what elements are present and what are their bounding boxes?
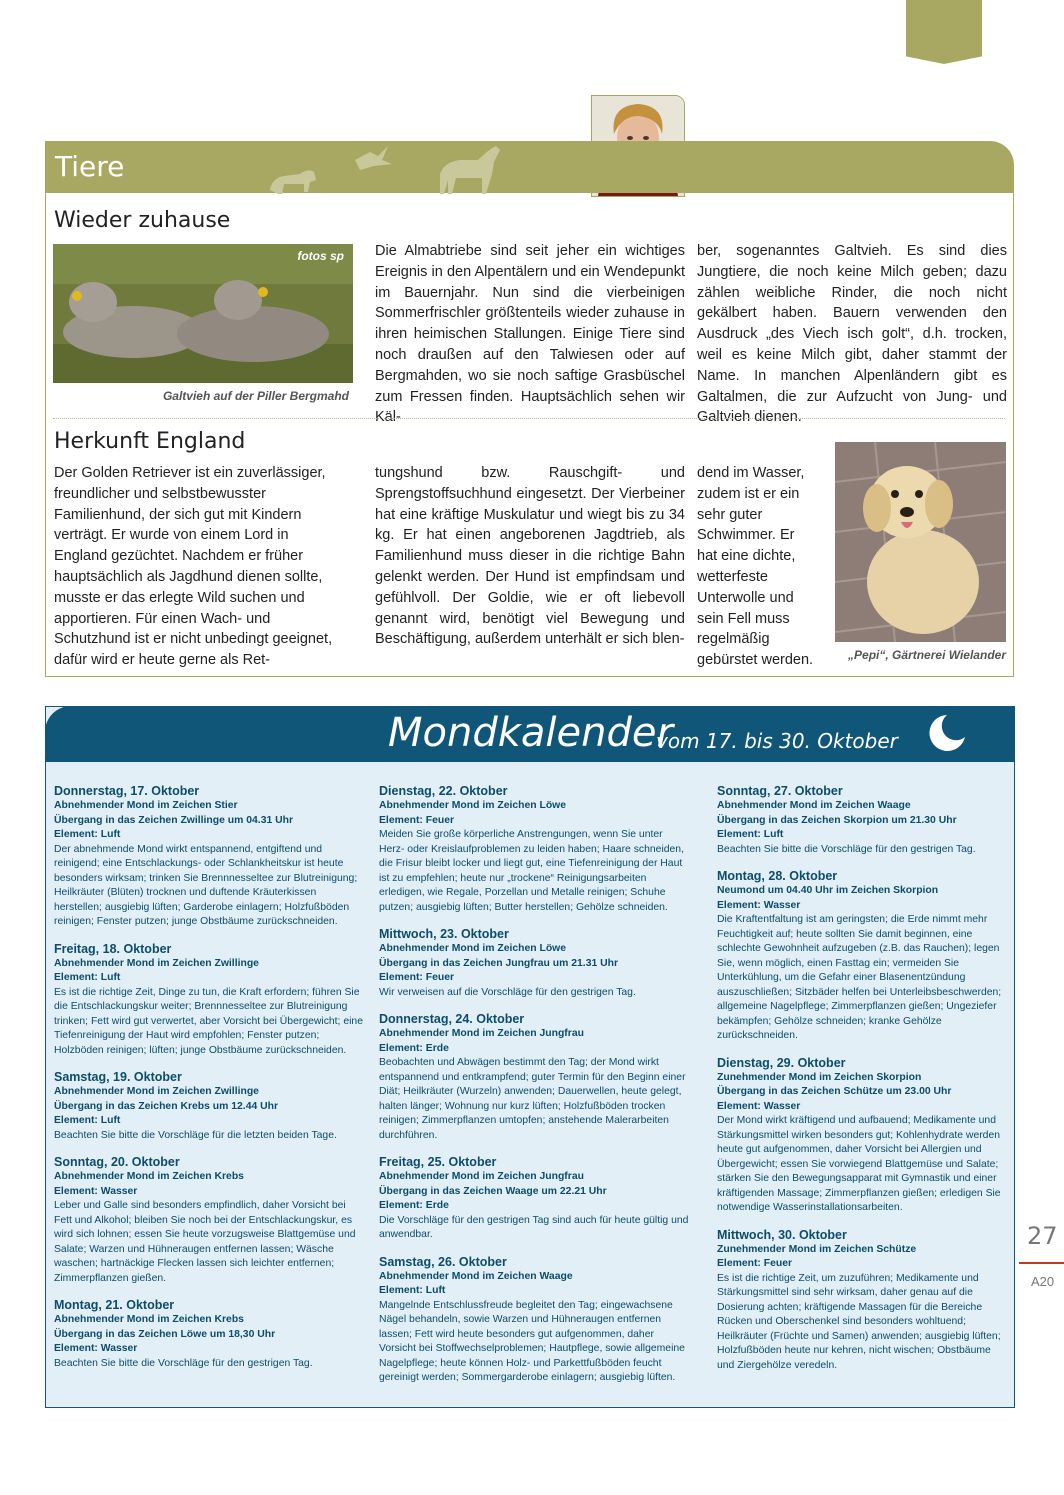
entry-text: Die Vorschläge für den gestrigen Tag sind auch für heute gültig und anwendbar.	[379, 1214, 689, 1240]
photo-caption: Galtvieh auf der Piller Bergmahd	[162, 389, 349, 403]
calendar-entry	[54, 942, 364, 1059]
article-heading: Herkunft England	[54, 429, 246, 454]
entry-date: Freitag, 25. Oktober	[379, 1155, 497, 1169]
entry-detail: Element: Luft	[379, 1285, 446, 1296]
entry-text: Beobachten und Abwägen bestimmt den Tag; der Mond wirkt entspannend und entkrampfend; guter Termin für den Beginn einer Diät; Heilkräuter (Wurzeln) anwenden; Dauerwellen, heute gelegt, halten länger; Wohnung nur kurz lüften; Holzfußböden trocken reinigen; Zimmerpflanzen umtopfen; anstehende Malerarbeiten durchführen.	[379, 1057, 686, 1141]
dog-photo	[835, 442, 1006, 642]
calendar-entry	[379, 1012, 689, 1143]
entry-detail: Abnehmender Mond im Zeichen Stier	[54, 800, 238, 811]
article-text: Die Almabtriebe sind seit jeher ein wichtiges Ereignis in den Alpentälern und ein Wendepunkt im Bauernjahr. Nun sind die vierbeinigen Sommerfrischler größtenteils wieder zuhause in ihren heimischen Stallungen. Einige Tiere sind noch draußen auf den Talwiesen oder auf Bergmahden, wo sie noch saftige Grasbüschel zum Fressen finden. Hauptsächlich sehen wir Käl-	[375, 243, 685, 426]
mondkalender-column-3	[717, 784, 1005, 1385]
entry-date: Sonntag, 20. Oktober	[54, 1155, 180, 1169]
article-text: ber, sogenanntes Galtvieh. Es sind dies Jungtiere, die noch keine Milch geben; dazu zählen weibliche Rinder, die noch nicht gekälbert haben. Bauern verwenden den Ausdruck „des Viech isch golt“, d.h. trocken, weil es keine Milch gibt, daher stammt der Name. In manchen Alpenländern gibt es Galtalmen, die zur Aufzucht von Jung- und Galtvieh dienen.	[697, 243, 1007, 426]
article-column-1	[54, 463, 344, 671]
section-title: Tiere	[55, 150, 125, 183]
entry-detail: Element: Wasser	[717, 1100, 801, 1112]
animal-silhouettes	[260, 138, 520, 196]
entry-text: Beachten Sie bitte die Vorschläge für den gestrigen Tag.	[717, 843, 976, 855]
calendar-entry	[54, 1070, 364, 1143]
entry-text: Mangelnde Entschlussfreude begleitet den Tag; eingewachsene Nägel behandeln, sowie Warzen und Hühneraugen entfernen lassen; Fett wird heute besonders gut aufgenommen, daher Vorsicht bei Stoffwechselproblemen; Hautpflege, sowie allgemeine Nagelpflege; heute können Holz- und Parkettfußböden feucht gereinigt werden; Sommergarderobe einlagern; ausgiebig lüften.	[379, 1299, 685, 1383]
entry-text: Wir verweisen auf die Vorschläge für den gestrigen Tag.	[379, 986, 636, 998]
page-number: 27	[1027, 1222, 1058, 1250]
entry-detail: Abnehmender Mond im Zeichen Krebs	[54, 1314, 244, 1325]
entry-detail: Übergang in das Zeichen Krebs um 12.44 Uhr	[54, 1100, 279, 1112]
entry-detail: Element: Feuer	[379, 814, 455, 826]
entry-date: Mittwoch, 30. Oktober	[717, 1227, 847, 1242]
photo-credit: fotos sp	[297, 249, 344, 263]
page-corner-tab	[906, 0, 982, 64]
entry-date: Dienstag, 29. Oktober	[717, 1055, 846, 1070]
mondkalender-title: Mondkalender	[388, 710, 673, 756]
calendar-entry	[717, 1228, 1005, 1374]
entry-detail: Übergang in das Zeichen Löwe um 18,30 Uhr	[54, 1328, 276, 1340]
article-text: tungshund bzw. Rauschgift- und Sprengstoffsuchhund eingesetzt. Der Vierbeiner hat eine kräftige Muskulatur und wiegt bis zu 34 kg. Er hat einen angeborenen Jagdtrieb, als Familienhund muss dieser in die richtige Bahn gelenkt werden. Der Hund ist empfindsam und gefühlvoll. Der Goldie, wie er oft liebevoll genannt wird, benötigt viel Bewegung und Beschäftigung, außerdem unterhält er sich blen-	[375, 465, 685, 648]
entry-text: Der Mond wirkt kräftigend und aufbauend; Medikamente und Stärkungsmittel wirken besonders gut; Kohlenhydrate werden heute gut aufgenommen, daher Vorsicht bei Allergien und Übergewicht; essen Sie vorwiegend Blattgemüse und Salate; stärken Sie den Bewegungsapparat mit Gymnastik und einer kräftigenden Massage; Zimmerpflanzen gießen; erledigen Sie notwendige Wasserinstallationsarbeiten.	[717, 1115, 1001, 1213]
calendar-entry	[717, 784, 1005, 857]
entry-detail: Übergang in das Zeichen Zwillinge um 04.31 Uhr	[54, 814, 294, 826]
entry-detail: Element: Wasser	[717, 899, 801, 911]
entry-date: Mittwoch, 23. Oktober	[379, 927, 509, 941]
article-column-2	[375, 463, 685, 650]
entry-text: Der abnehmende Mond wirkt entspannend, entgiftend und reinigend; eine Entschlackungs- oder Schlankheitskur ist heute besonders wirksam; trinken Sie Brennnesseltee zur Blutreinigung; Heilkräuter (Blüten) trocknen und duftende Kräuterkissen herstellen; ausgiebig lüften; Garderobe einlagern; Holzfußböden reinigen; Fenster putzen; junge Obstbäume zurückschneiden.	[54, 843, 358, 927]
entry-detail: Übergang in das Zeichen Waage um 22.21 Uhr	[379, 1185, 607, 1197]
calendar-entry	[379, 784, 689, 915]
calendar-entry	[717, 1056, 1005, 1216]
entry-date: Montag, 28. Oktober	[717, 869, 838, 883]
page-number-rule	[1019, 1262, 1064, 1264]
entry-detail: Element: Wasser	[54, 1185, 138, 1197]
entry-detail: Element: Luft	[54, 1115, 121, 1126]
entry-detail: Abnehmender Mond im Zeichen Jungfrau	[379, 1028, 584, 1039]
calendar-entry	[54, 1298, 364, 1371]
entry-detail: Abnehmender Mond im Zeichen Löwe	[379, 943, 567, 954]
entry-detail: Abnehmender Mond im Zeichen Krebs	[54, 1171, 244, 1182]
entry-detail: Zunehmender Mond im Zeichen Schütze	[717, 1243, 917, 1255]
entry-date: Freitag, 18. Oktober	[54, 941, 172, 956]
calendar-entry	[379, 1155, 689, 1243]
entry-text: Beachten Sie bitte die Vorschläge für den gestrigen Tag.	[54, 1357, 313, 1369]
mondkalender-subtitle: vom 17. bis 30. Oktober	[656, 729, 898, 753]
calendar-entry	[379, 1255, 689, 1386]
calendar-entry	[54, 784, 364, 930]
photo-caption: „Pepi“, Gärtnerei Wielander	[848, 648, 1006, 662]
mondkalender-column-1	[54, 784, 364, 1383]
calendar-entry	[379, 927, 689, 1000]
entry-detail: Element: Erde	[379, 1042, 449, 1054]
section-header-bar	[45, 141, 1014, 193]
entry-detail: Abnehmender Mond im Zeichen Zwillinge	[54, 1086, 259, 1097]
entry-date: Sonntag, 27. Oktober	[717, 784, 843, 798]
entry-detail: Übergang in das Zeichen Jungfrau um 21.31 Uhr	[379, 957, 619, 969]
article-divider	[53, 418, 1005, 419]
entry-date: Samstag, 19. Oktober	[54, 1070, 182, 1084]
cattle-photo	[53, 244, 353, 383]
calendar-entry	[717, 869, 1005, 1044]
article-text: Der Golden Retriever ist ein zuverlässiger, freundlicher und selbstbewusster Familienhund, der sich gut mit Kindern verträgt. Er wurde von einem Lord in England gezüchtet. Nachdem er früher hauptsächlich als Jagdhund dienen sollte, musste er das erlegte Wild suchen und apportieren. Für einen Wach- und Schutzhund ist er nicht unbedingt geeignet, dafür wird er heute gerne als Ret-	[54, 465, 333, 669]
page-code: A20	[1031, 1274, 1055, 1289]
entry-date: Dienstag, 22. Oktober	[379, 784, 508, 798]
entry-detail: Abnehmender Mond im Zeichen Löwe	[379, 800, 567, 811]
entry-detail: Element: Luft	[54, 829, 121, 840]
entry-text: Leber und Galle sind besonders empfindlich, daher Vorsicht bei Fett und Alkohol; bleiben Sie noch bei der Entschlackungskur, es wird sich lohnen; essen Sie heute vorzugsweise Blattgemüse und Salate; Warzen und Hühneraugen entfernen lassen; Wäsche waschen; hartnäckige Flecken lassen sich leichter entfernen; Zimmerpflanzen gießen.	[54, 1200, 356, 1284]
entry-detail: Abnehmender Mond im Zeichen Waage	[379, 1270, 573, 1282]
calendar-entry	[54, 1155, 364, 1286]
entry-detail: Element: Feuer	[717, 1258, 793, 1269]
entry-date: Montag, 21. Oktober	[54, 1298, 175, 1312]
entry-detail: Übergang in das Zeichen Schütze um 23.00 Uhr	[717, 1086, 952, 1097]
moon-icon	[925, 711, 969, 755]
entry-detail: Neumond um 04.40 Uhr im Zeichen Skorpion	[717, 885, 939, 896]
entry-text: Es ist die richtige Zeit, um zuzuführen; Medikamente und Stärkungsmittel sind sehr wirksam, daher genau auf die Dosierung achten; kräftigende Massagen für die Bereiche Rücken und Oberschenkel sind besonders wohltuend; Heilkräuter (Früchte und Samen) anwenden; ausgiebig lüften; Holzfußböden heute nur kehren, nicht wischen; Obstbäume und Ziergehölze veredeln.	[717, 1272, 1001, 1371]
entry-text: Die Kraftentfaltung ist am geringsten; die Erde nimmt mehr Feuchtigkeit auf; heute sollten Sie damit beginnen, eine schlechte Gewohnheit aufzugeben (z.B. das Rauchen); legen Sie, wenn möglich, einen Fasttag ein; vermeiden Sie Unterkühlung, um die Gefahr einer Blasenentzündung auszuschließen; Sitzbäder helfen bei Unterleibsbeschwerden; allgemeine Nagelpflege; Zimmerpflanzen gießen; Ungeziefer bekämpfen; Gehölze schneiden; kranke Gehölze zurückschneiden.	[717, 914, 1002, 1041]
entry-date: Donnerstag, 17. Oktober	[54, 784, 200, 798]
entry-date: Donnerstag, 24. Oktober	[379, 1012, 525, 1026]
entry-detail: Übergang in das Zeichen Skorpion um 21.30 Uhr	[717, 814, 957, 826]
entry-text: Es ist die richtige Zeit, Dinge zu tun, die Kraft erfordern; führen Sie die Entschlackungskur weiter; Brennnesseltee zur Blutreinigung trinken; Fett wird gut verwertet, aber Vorsicht bei Übergewicht; eine Tiefenreinigung der Haut wird empfohlen; Fenster putzen; Holzböden reinigen; lüften; junge Obstbäume zurückschneiden.	[54, 986, 363, 1056]
entry-detail: Abnehmender Mond im Zeichen Waage	[717, 800, 911, 811]
article-column-3	[697, 463, 815, 671]
entry-detail: Element: Feuer	[379, 972, 455, 983]
entry-detail: Zunehmender Mond im Zeichen Skorpion	[717, 1071, 922, 1083]
entry-detail: Abnehmender Mond im Zeichen Jungfrau	[379, 1171, 584, 1182]
article-heading: Wieder zuhause	[54, 208, 231, 233]
entry-detail: Element: Wasser	[54, 1343, 138, 1354]
article-column-2	[697, 241, 1007, 428]
mondkalender-column-2	[379, 784, 689, 1398]
article-column-1	[375, 241, 685, 428]
entry-detail: Element: Luft	[54, 972, 121, 983]
entry-detail: Element: Luft	[717, 829, 784, 840]
entry-text: Beachten Sie bitte die Vorschläge für die letzten beiden Tage.	[54, 1129, 337, 1141]
entry-text: Meiden Sie große körperliche Anstrengungen, wenn Sie unter Herz- oder Kreislaufproblemen zu leiden haben; Haare schneiden, die Frisur bleibt locker und liegt gut, eine Tiefenreinigung der Haut ist zu empfehlen; heute nur „trockene“ Reinigungsarbeiten erledigen, wie Regale, Porzellan und Metalle reinigen; Schuhe putzen; ausgiebig lüften; Butter herstellen; Gehölze schneiden.	[379, 829, 684, 913]
entry-detail: Element: Erde	[379, 1200, 449, 1211]
entry-detail: Abnehmender Mond im Zeichen Zwillinge	[54, 957, 259, 969]
article-text: dend im Wasser, zudem ist er ein sehr guter Schwimmer. Er hat eine dichte, wetterfeste Unterwolle und sein Fell muss regelmäßig gebürstet werden.	[697, 465, 814, 669]
entry-date: Samstag, 26. Oktober	[379, 1254, 507, 1269]
